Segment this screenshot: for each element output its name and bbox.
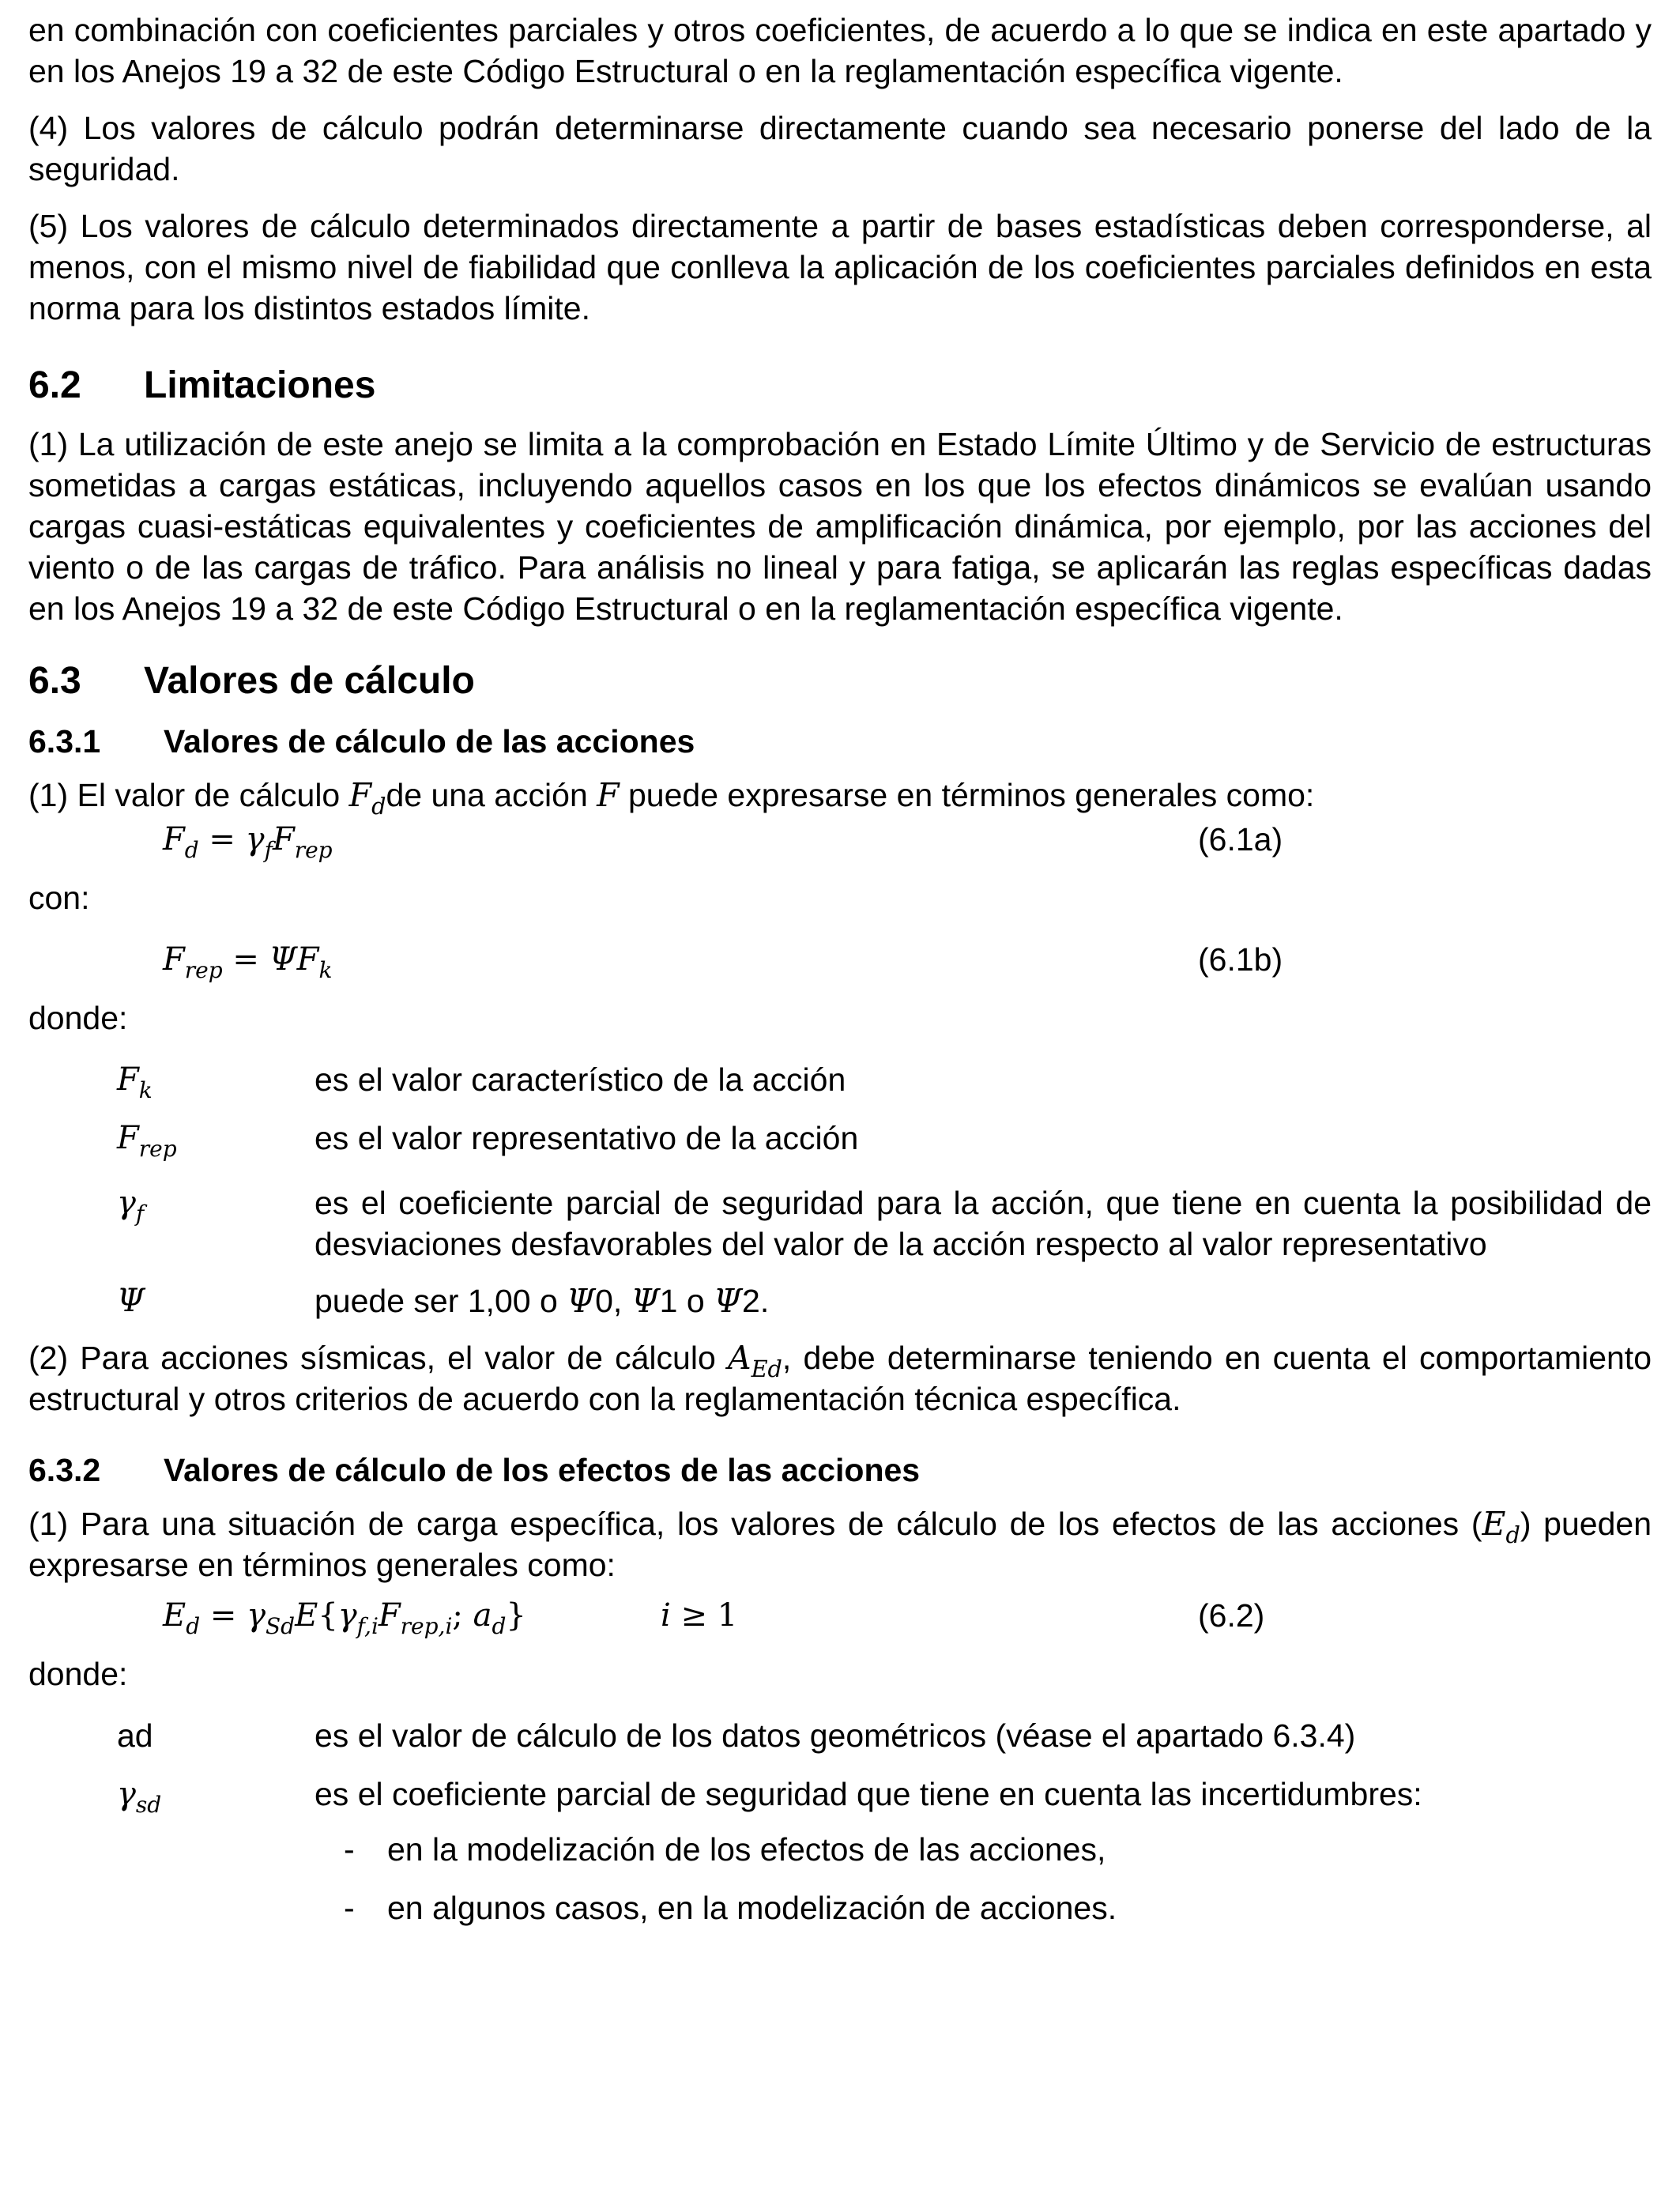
paragraph-6-2-1: (1) La utilización de este anejo se limita a la comprobación en Estado Límite Último y de Servicio de estructuras sometidas a cargas estáticas, incluyendo aquellos casos en los que los efectos dinámicos se evalúan usando cargas cuasi-estáticas equivalentes y coeficientes de amplificación dinámica, por ejemplo, por las acciones del viento o de las cargas de tráfico. Para análisis no lineal y para fatiga, se aplicarán las reglas específicas dadas en los Anejos 19 a 32 de este Código Estructural o en la reglamentación específica vigente. — [28, 426, 1652, 627]
label-donde: donde: — [28, 1000, 128, 1036]
paragraph-5: (5) Los valores de cálculo determinados directamente a partir de bases estadísticas deben corresponderse, al menos, con el mismo nivel de fiabilidad que conlleva la aplicación de los coeficientes parciales definidos en esta norma para los distintos estados límite. — [28, 208, 1652, 326]
paragraph-6-3-1-1: (1) El valor de cálculo $F_dde$ una acción F puede expresarse en términos generales como: — [28, 776, 1315, 820]
equation-6-1b — [28, 936, 1652, 983]
label-donde: donde: — [28, 1656, 128, 1692]
document-page — [28, 9, 1652, 1928]
definition-gamma-f — [28, 1182, 1652, 1265]
definition-gamma-sd — [28, 1774, 1652, 1818]
definition-text: es el valor característico de la acción — [315, 1061, 846, 1098]
heading-number: 6.3 — [28, 660, 81, 702]
definition-text: puede ser 1,00 o Ψ0, Ψ1 o Ψ2. — [315, 1282, 770, 1320]
label-con: con: — [28, 880, 90, 916]
definition-text: es el valor representativo de la acción — [315, 1120, 859, 1156]
heading-6-2 — [28, 362, 1652, 409]
definition-Frep — [28, 1118, 1652, 1162]
list-item-text: en la modelización de los efectos de las acciones, — [387, 1831, 1106, 1868]
heading-number: 6.3.2 — [28, 1452, 101, 1488]
math-Fd: $F_d$ — [348, 776, 386, 820]
equation-body: $E_d = \gamma_{Sd}E\{\gamma_{f,i}F_{rep,i}$; $a_d$} — [163, 1597, 526, 1639]
equation-body: $F_d = \gamma_fF_{rep}$ — [163, 821, 333, 863]
math-Ed: $E_d$ — [1482, 1505, 1520, 1549]
equation-6-1a — [28, 816, 1652, 863]
equation-condition: i ≥ 1 — [661, 1597, 738, 1634]
math-AEd: $A_{Ed}$ — [727, 1339, 782, 1383]
list-item-text: en algunos casos, en la modelización de acciones. — [387, 1890, 1117, 1926]
definition-text: es el valor de cálculo de los datos geométricos (véase el apartado 6.3.4) — [315, 1717, 1356, 1754]
heading-title: Limitaciones — [144, 364, 376, 406]
definition-symbol: $\gamma_f$ — [117, 1185, 145, 1227]
paragraph-6-3-1-2: (2) Para acciones sísmicas, el valor de cálculo $A_{Ed}$, debe determinarse teniendo en cuenta el comportamiento estructural y otros criterios de acuerdo con la reglamentación técnica específica. — [28, 1339, 1652, 1417]
bullet-dash: - — [344, 1831, 355, 1868]
definition-symbol: $F_{rep}$ — [117, 1120, 177, 1162]
heading-6-3-1 — [28, 721, 1652, 762]
definition-ad — [28, 1715, 1652, 1756]
heading-6-3-2 — [28, 1449, 1652, 1491]
equation-number: (6.1b) — [1198, 941, 1283, 978]
math-F: F — [597, 776, 620, 814]
definition-text: es el coeficiente parcial de seguridad que tiene en cuenta las incertidumbres: — [315, 1776, 1422, 1812]
heading-6-3 — [28, 658, 1652, 705]
definition-symbol: $F_k$ — [117, 1061, 153, 1103]
definition-symbol: $\gamma_{sd}$ — [117, 1776, 162, 1818]
list-item — [28, 1829, 1652, 1870]
bullet-dash: - — [344, 1890, 355, 1926]
definition-Fk — [28, 1059, 1652, 1103]
heading-title: Valores de cálculo de los efectos de las acciones — [164, 1452, 921, 1488]
heading-number: 6.3.1 — [28, 723, 101, 760]
definition-text: es el coeficiente parcial de seguridad para la acción, que tiene en cuenta la posibilidad de desviaciones desfavorables del valor de la acción respecto al valor representativo — [315, 1185, 1652, 1262]
equation-body: $F_{rep} = \Psi F_k$ — [163, 941, 333, 983]
equation-number: (6.2) — [1198, 1597, 1265, 1634]
paragraph-4: (4) Los valores de cálculo podrán determinarse directamente cuando sea necesario ponerse del lado de la seguridad. — [28, 110, 1652, 187]
equation-6-2 — [28, 1592, 1652, 1639]
heading-number: 6.2 — [28, 364, 81, 406]
definition-psi — [28, 1280, 1652, 1321]
definition-symbol: Ψ — [117, 1283, 145, 1319]
list-item — [28, 1887, 1652, 1928]
paragraph-6-3-2-1: (1) Para una situación de carga específica, los valores de cálculo de los efectos de las acciones $(E_d)$ pueden expresarse en términos generales como: — [28, 1505, 1652, 1583]
definition-symbol: ad — [117, 1717, 153, 1754]
heading-title: Valores de cálculo de las acciones — [164, 723, 695, 760]
paragraph-continuation: en combinación con coeficientes parciales y otros coeficientes, de acuerdo a lo que se indica en este apartado y en los Anejos 19 a 32 de este Código Estructural o en la reglamentación específica vigente. — [28, 12, 1652, 89]
equation-number: (6.1a) — [1198, 821, 1283, 858]
heading-title: Valores de cálculo — [144, 660, 475, 702]
